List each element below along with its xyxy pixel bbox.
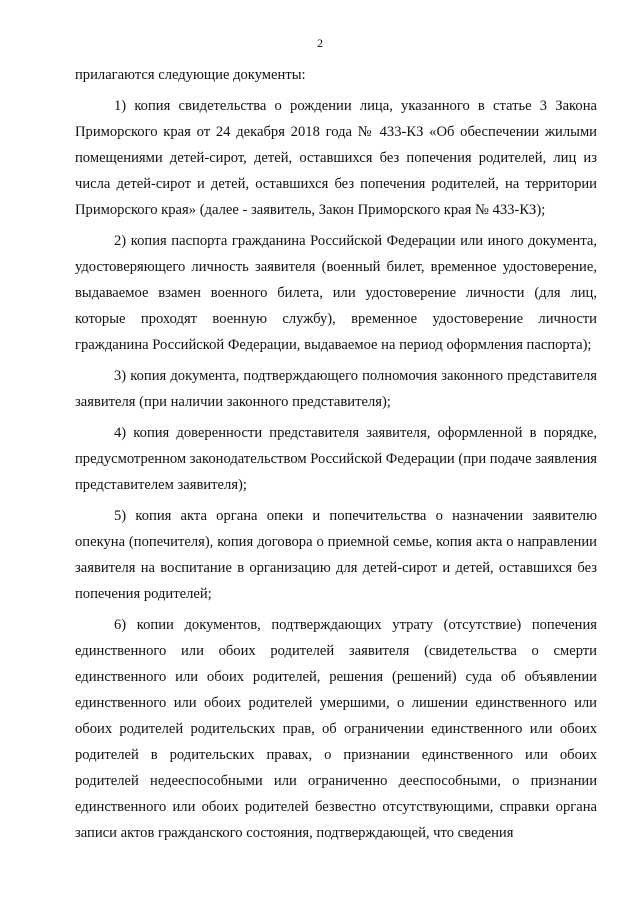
list-item-5: 5) копия акта органа опеки и попечительства о назначении заявителю опекуна (попечителя), копия договора о приемной семье, копия акта о направлении заявителя на воспитание в организацию для детей-сирот и детей, оставшихся без попечения родителей; [75,508,597,602]
page-number: 2 [317,36,323,50]
list-item-1: 1) копия свидетельства о рождении лица, указанного в статье 3 Закона Приморского края от 24 декабря 2018 года № 433-КЗ «Об обеспечении жилыми помещениями детей-сирот, детей, оставшихся без попечения родителей, лиц из числа детей-сирот и детей, оставшихся без попечения родителей, на территории Приморского края» (далее - заявитель, Закон Приморского края № 433-КЗ); [75,98,597,218]
list-item-4: 4) копия доверенности представителя заявителя, оформленной в порядке, предусмотренном законодательством Российской Федерации (при подаче заявления представителем заявителя); [75,425,598,493]
intro-paragraph: прилагаются следующие документы: [75,67,306,83]
list-item-2: 2) копия паспорта гражданина Российской Федерации или иного документа, удостоверяющего личность заявителя (военный билет, временное удостоверение, выдаваемое взамен военного билета, или удостоверение личности (для лиц, которые проходят военную службу), временное удостоверение личности гражданина Российской Федерации, выдаваемое на период оформления паспорта); [75,233,597,353]
list-item-3: 3) копия документа, подтверждающего полномочия законного представителя заявителя (при наличии законного представителя); [75,368,597,410]
list-item-6: 6) копии документов, подтверждающих утрату (отсутствие) попечения единственного или обоих родителей заявителя (свидетельства о смерти единственного или обоих родителей, решения (решений) суда об объявлении единственного или обоих родителей умершими, о лишении единственного или обоих родителей родительских прав, об ограничении единственного или обоих родителей в родительских правах, о признании единственного или обоих родителей недееспособными или ограниченно дееспособными, о признании единственного или обоих родителей безвестно отсутствующими, справки органа записи актов гражданского состояния, подтверждающей, что сведения [75,617,597,841]
document-body [75,62,597,846]
